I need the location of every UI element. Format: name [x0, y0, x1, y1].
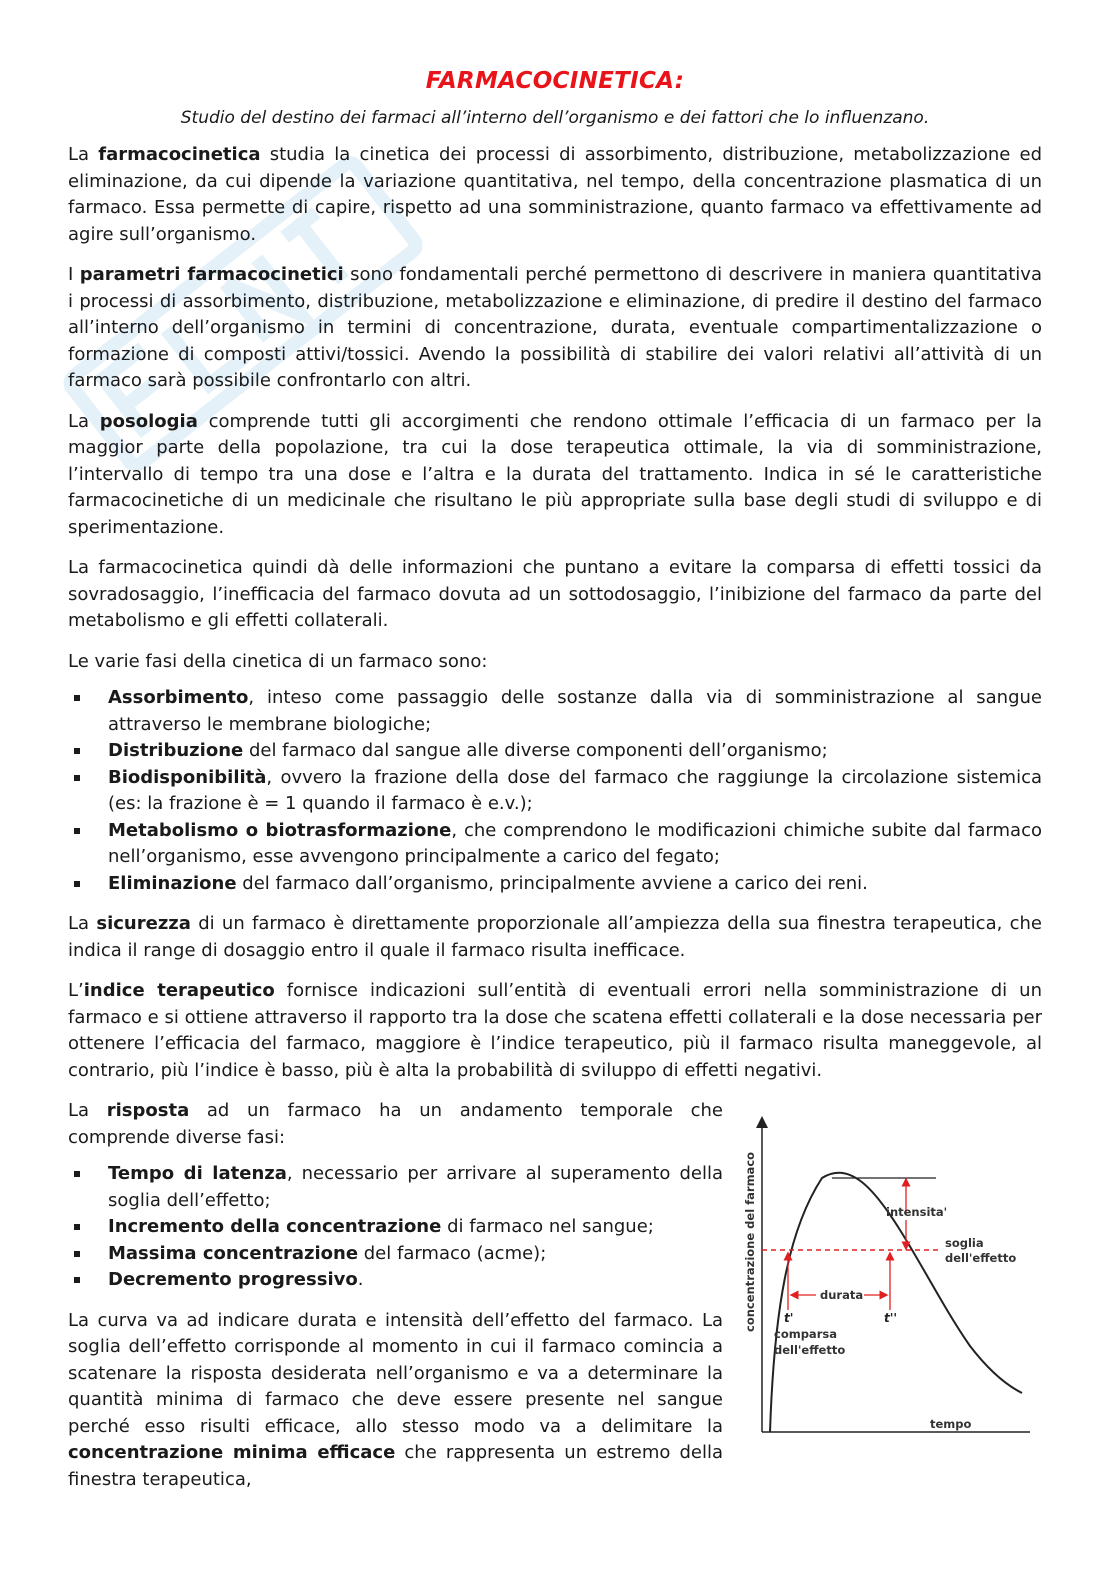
paragraph-fasi-intro: Le varie fasi della cinetica di un farmaco sono:: [68, 650, 488, 672]
threshold-label: dell'effetto: [945, 1251, 1017, 1265]
paragraph-indice-terapeutico: L’indice terapeutico fornisce indicazioni sull’entità di eventuali errori nella somministrazione di un farmaco e si ottiene attraverso il rapporto tra la dose che scatena effetti collaterali e la dose necessaria per ottenere l’efficacia del farmaco, maggiore è l’indice terapeutico, più il farmaco risulta maneggevole, al contrario, più l’indice è basso, più è alta la probabilità di sviluppo di effetti negativi.: [68, 980, 1042, 1081]
threshold-label: soglia: [945, 1236, 984, 1250]
intensity-label: intensita': [886, 1205, 948, 1219]
x-axis-label: tempo: [930, 1417, 972, 1431]
list-item: Biodisponibilità, ovvero la frazione della dose del farmaco che raggiunge la circolazione sistemica (es: la frazione è = 1 quando il farmaco è e.v.);: [68, 765, 1042, 818]
list-item: Decremento progressivo.: [68, 1267, 723, 1294]
t1-label: t': [784, 1311, 794, 1325]
list-item: Eliminazione del farmaco dall’organismo, principalmente avviene a carico dei reni.: [68, 871, 1042, 898]
paragraph-farmacocinetica: La farmacocinetica studia la cinetica dei processi di assorbimento, distribuzione, metabolizzazione ed eliminazione, da cui dipende la variazione quantitativa, nel tempo, della concentrazione plasmatica di un farmaco. Essa permette di capire, rispetto ad una somministrazione, quanto farmaco va effettivamente ad agire sull’organismo.: [68, 144, 1043, 245]
paragraph-sicurezza: La sicurezza di un farmaco è direttamente proporzionale all’ampiezza della sua finestra terapeutica, che indica il range di dosaggio entro il quale il farmaco risulta inefficace.: [68, 913, 1042, 961]
onset-label: comparsa: [774, 1327, 837, 1341]
document-page: [68, 68, 1042, 1507]
paragraph-curva: La curva va ad indicare durata e intensità dell’effetto del farmaco. La soglia dell’effetto corrisponde al momento in cui il farmaco comincia a scatenare la risposta desiderata nell’organismo e va a determinare la quantità minima di farmaco che deve essere presente nel sangue perché esso risulti efficace, allo stesso modo va a delimitare la concentrazione minima efficace che rappresenta un estremo della finestra terapeutica,: [68, 1309, 723, 1490]
paragraph-risposta: La risposta ad un farmaco ha un andamento temporale che comprende diverse fasi:: [68, 1100, 723, 1148]
paragraph-parametri: I parametri farmacocinetici sono fondamentali perché permettono di descrivere in maniera quantitativa i processi di assorbimento, distribuzione, metabolizzazione e eliminazione, di predire il destino del farmaco all’interno dell’organismo in termini di concentrazione, durata, eventuale compartimentalizzazione o formazione di composti attivi/tossici. Avendo la possibilità di stabilire dei valori relativi all’attività di un farmaco sarà possibile confrontarlo con altri.: [68, 264, 1042, 391]
phases-list: [68, 685, 1042, 897]
concentration-curve-diagram: [740, 1110, 1040, 1445]
onset-label: dell'effetto: [774, 1343, 846, 1357]
document-subtitle: Studio del destino dei farmaci all’interno dell’organismo e dei fattori che lo influenzano.: [180, 108, 930, 128]
y-axis-label: concentrazione del farmaco: [743, 1151, 757, 1332]
document-title: FARMACOCINETICA:: [425, 68, 685, 94]
list-item: Assorbimento, inteso come passaggio delle sostanze dalla via di somministrazione al sangue attraverso le membrane biologiche;: [68, 685, 1042, 738]
concentration-curve-figure: [740, 1110, 1040, 1445]
duration-label: durata: [820, 1288, 864, 1302]
list-item: Distribuzione del farmaco dal sangue alle diverse componenti dell’organismo;: [68, 738, 1042, 765]
list-item: Incremento della concentrazione di farmaco nel sangue;: [68, 1214, 723, 1241]
t2-label: t'': [884, 1311, 898, 1325]
paragraph-informazioni: La farmacocinetica quindi dà delle informazioni che puntano a evitare la comparsa di effetti tossici da sovradosaggio, l’inefficacia del farmaco dovuta ad un sottodosaggio, l’inibizione del farmaco da parte del metabolismo e gli effetti collaterali.: [68, 557, 1042, 631]
paragraph-posologia: La posologia comprende tutti gli accorgimenti che rendono ottimale l’efficacia di un farmaco per la maggior parte della popolazione, tra cui la dose terapeutica ottimale, la via di somministrazione, l’intervallo di tempo tra una dose e l’altra e la durata del trattamento. Indica in sé le caratteristiche farmacocinetiche di un medicinale che risultano le più appropriate sulla base degli studi di sviluppo e di sperimentazione.: [68, 410, 1043, 538]
response-section: [68, 1098, 1042, 1493]
list-item: Tempo di latenza, necessario per arrivare al superamento della soglia dell’effetto;: [68, 1161, 723, 1214]
list-item: Metabolismo o biotrasformazione, che comprendono le modificazioni chimiche subite dal farmaco nell’organismo, esse avvengono principalmente a carico del fegato;: [68, 818, 1042, 871]
response-phases-list: [68, 1161, 723, 1294]
list-item: Massima concentrazione del farmaco (acme);: [68, 1241, 723, 1268]
